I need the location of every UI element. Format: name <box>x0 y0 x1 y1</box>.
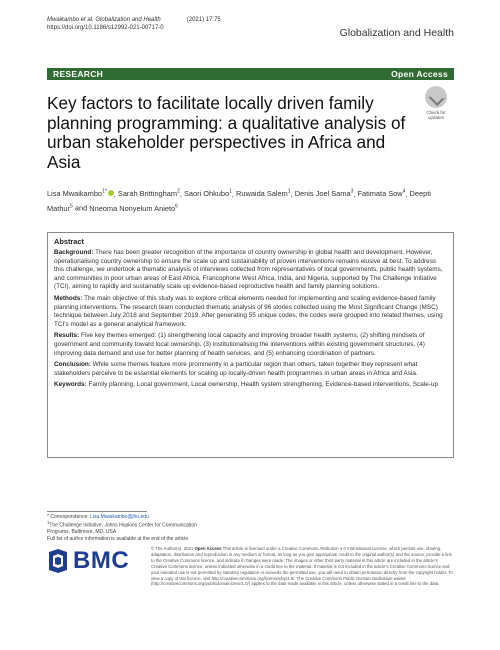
author[interactable]: Deepti Mathur$^5$ <box>47 189 431 213</box>
check-for-updates-button[interactable] <box>419 86 453 122</box>
bmc-mark-icon <box>47 548 69 574</box>
author[interactable]: Ruwaida Salem$^1$ <box>236 189 291 199</box>
abstract-methods: Methods: The main objective of this study was to explore critical elements needed for implementing and scaling evidence-based family planning interventions. The research team conducted thematic analysis of 96 stories collected using the Most Significant Change (MSC) technique between July 2018 and September 2019. After generating 55 unique codes, the codes were grouped into related themes, using TCI's model as a general analytical framework. <box>54 294 443 328</box>
journal-name: Globalization and Health <box>339 27 454 39</box>
abstract-conclusion: Conclusion: While some themes feature more prominently in a particular region than others, taken together they represent what stakeholders perceive to be essential elements for scaling up locally-driven health programmes in urban areas in Africa and Asia. <box>54 361 418 377</box>
abstract-heading: Abstract <box>54 237 84 246</box>
section-label: RESEARCH <box>53 69 104 79</box>
check-for-updates-icon <box>425 86 447 108</box>
bmc-logo <box>47 546 137 576</box>
license-text: © The Author(s). 2021 Open Access This article is licensed under a Creative Commons Attribution 4.0 International License, which permits use, sharing, adaptation, distribution and reproduction in any medium or format, as long as you give appropriate credit to the original author(s) and the source, provide a link to the Creative Commons licence, and indicate if changes were made. The images or other third party material in this article are included in the article's Creative Commons licence, unless indicated otherwise in a credit line to the material. If material is not included in the article's Creative Commons licence and your intended use is not permitted by statutory regulation or exceeds the permitted use, you will need to obtain permission directly from the copyright holder. To view a copy of this licence, visit http://creativecommons.org/licenses/by/4.0/. The Creative Commons Public Domain Dedication waiver (http://creativecommons.org/publicdomain/zero/1.0/) applies to the data made available in this article, unless otherwise stated in a credit line to the data. <box>151 546 453 587</box>
author[interactable]: Fatimata Sow$^4$ <box>357 189 406 199</box>
author-info-note: Full list of author information is available at the end of the article <box>47 535 189 542</box>
footnotes: * Correspondence: Lisa.Mwaikambo@jhu.edu $^1$The Challenge Initiative, Johns Hopkins Center for Communication Programs, Baltimore, MD, USA Full list of author information is available at the end of the article <box>47 514 454 542</box>
abstract-results: Results: Five key themes emerged: (1) strengthening local capacity and improving broader health systems, (2) shifting mindsets of government and community toward local ownership, (3) institutionalising the interventions within existing government structures, (4) improving data demand and use for better planning of health services, and (5) enhancing coordination of partners. <box>54 332 425 357</box>
author[interactable]: Denis Joel Sama$^3$ <box>294 189 354 199</box>
running-header <box>47 16 221 32</box>
author[interactable]: Sarah Brittingham$^2$ <box>117 189 180 199</box>
citation: Mwaikambo et al. Globalization and Health <box>47 17 161 23</box>
section-bar <box>47 68 454 80</box>
article-title: Key factors to facilitate locally driven family planning programming: a qualitative analysis of urban stakeholder perspectives in Africa and Asia <box>47 93 406 172</box>
author[interactable]: Saori Ohkubo$^1$ <box>183 189 232 199</box>
footnote-rule <box>47 511 147 512</box>
correspondence-email[interactable]: Lisa.Mwaikambo@jhu.edu <box>90 514 149 520</box>
author[interactable]: Lisa Mwaikambo$^{1*}$ <box>47 189 114 198</box>
check-for-updates-line2: updates <box>427 115 444 120</box>
author-list: Lisa Mwaikambo$^{1*}$ , Sarah Brittingham$^2$, Saori Ohkubo$^1$, Ruwaida Salem$^1$, Denis Joel Sama$^3$, Fatimata Sow$^4$, Deepti Mathur$^5$ and Nneoma Nonyelum Anieto$^6$ <box>47 189 431 213</box>
bmc-logo-text: BMC <box>73 547 130 574</box>
doi-link[interactable]: https://doi.org/10.1186/s12992-021-00717-0 <box>47 25 164 31</box>
check-for-updates-line1: Check for <box>426 110 446 115</box>
open-access-label: Open Access <box>391 69 448 79</box>
orcid-icon[interactable] <box>108 190 114 196</box>
abstract-background: Background: There has been greater recognition of the importance of country ownership in global health and development. However, operationalising country ownership to ensure the scale up and sustainability of proven interventions remains elusive at best. To address this challenge, we undertook a thematic analysis of interviews collected from representatives of local governments, public health systems, and communities in poor urban areas of East Africa, Francophone West Africa, India, and Nigeria, supported by The Challenge Initiative (TCI), aiming to rapidly and sustainably scale up evidence-based reproductive health and family planning solutions. <box>54 249 443 291</box>
author[interactable]: Nneoma Nonyelum Anieto$^6$ <box>89 203 178 213</box>
abstract-keywords: Keywords: Family planning, Local government, Local ownership, Health system strengthening, Evidence-based interventions, Scale-up <box>54 381 439 389</box>
year-volume: (2021) 17:75 <box>186 17 221 23</box>
abstract-box <box>47 232 454 458</box>
